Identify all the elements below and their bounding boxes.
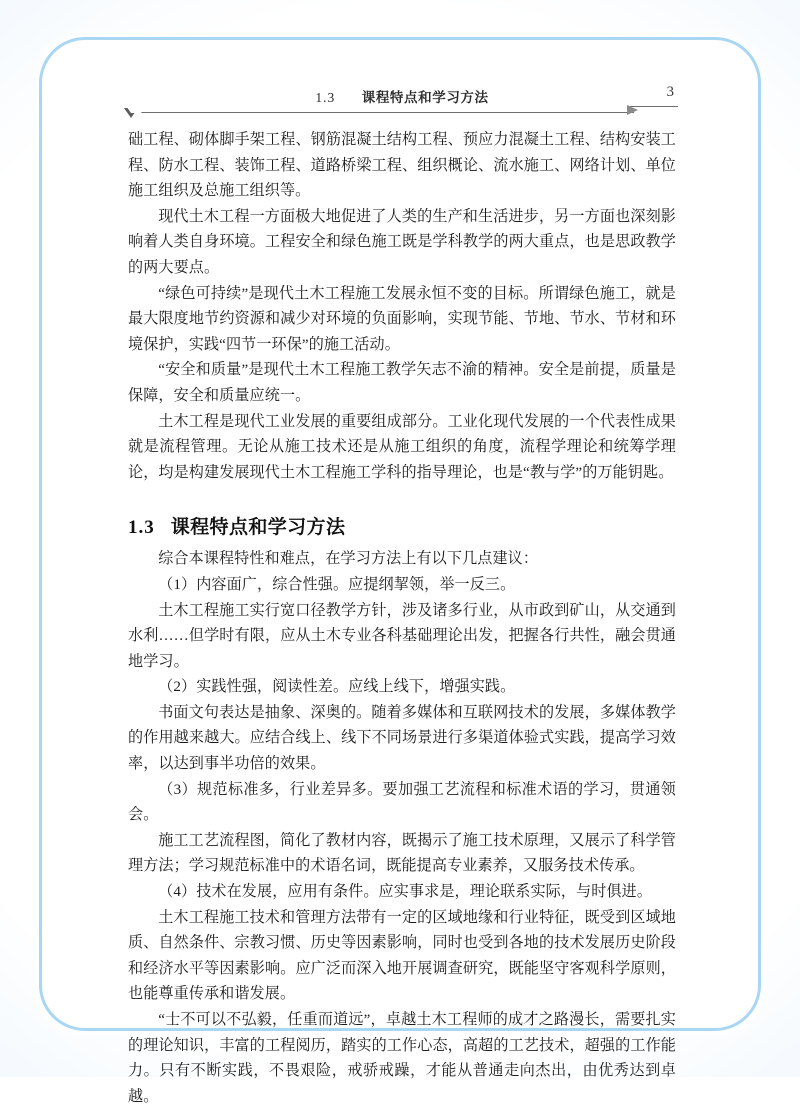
running-head-section-number: 1.3 [315, 90, 336, 105]
arrow-right-icon [627, 105, 638, 115]
running-head-section-title: 课程特点和学习方法 [361, 90, 489, 106]
paragraph: 础工程、砌体脚手架工程、钢筋混凝土结构工程、预应力混凝土工程、结构安装工程、防水工程、装饰工程、道路桥梁工程、组织概论、流水施工、网络计划、单位施工组织及总施工组织等。 [128, 132, 676, 200]
text-column [128, 128, 676, 1110]
chevron-down-icon [124, 108, 138, 118]
header-rule [134, 112, 634, 113]
paragraph: 现代土木工程一方面极大地促进了人类的生产和生活进步，另一方面也深刻影响着人类自身环境。工程安全和绿色施工既是学科教学的两大重点，也是思政教学的两大要点。 [128, 208, 676, 276]
paragraph: “安全和质量”是现代土木工程施工教学矢志不渝的精神。安全是前提，质量是保障，安全和质量应统一。 [128, 362, 676, 404]
paragraph: 书面文句表达是抽象、深奥的。随着多媒体和互联网技术的发展，多媒体教学的作用越来越大。应结合线上、线下不同场景进行多渠道体验式实践，提高学习效率，以达到事半功倍的效果。 [128, 704, 676, 773]
paragraph: 土木工程是现代工业发展的重要组成部分。工业化现代发展的一个代表性成果就是流程管理。无论从施工技术还是从施工组织的角度，流程学理论和统筹学理论，均是构建发展现代土木工程施工学科的指导理论，也是“教与学”的万能钥匙。 [128, 413, 676, 481]
paragraph: （3）规范标准多，行业差异多。要加强工艺流程和标准术语的学习，贯通领会。 [128, 781, 676, 824]
running-head [128, 86, 676, 120]
paragraph: （2）实践性强，阅读性差。应线上线下，增强实践。 [158, 679, 516, 696]
paragraph: （1）内容面广，综合性强。应提纲挈领，举一反三。 [158, 576, 516, 593]
paragraph: 土木工程施工技术和管理方法带有一定的区域地缘和行业特征，既受到区域地质、自然条件、宗教习惯、历史等因素影响，同时也受到各地的技术发展历史阶段和经济水平等因素影响。应广泛而深入地开展调查研究，既能坚守客观科学原则，也能尊重传承和谐发展。 [128, 909, 676, 1003]
paragraph: “绿色可持续”是现代土木工程施工发展永恒不变的目标。所谓绿色施工，就是最大限度地节约资源和减少对环境的负面影响，实现节能、节地、节水、节材和环境保护，实践“四节一环保”的施工活动。 [128, 285, 676, 353]
section-title: 课程特点和学习方法 [170, 516, 346, 539]
paragraph: 土木工程施工实行宽口径教学方针，涉及诸多行业，从市政到矿山，从交通到水利……但学时有限，应从土木专业各科基础理论出发，把握各行共性，融会贯通地学习。 [128, 602, 676, 670]
paragraph: 综合本课程特性和难点，在学习方法上有以下几点建议： [158, 551, 539, 568]
page-number: 3 [666, 84, 674, 100]
running-head-title [128, 86, 676, 106]
paragraph: 施工工艺流程图，简化了教材内容，既揭示了施工技术原理，又展示了科学管理方法；学习规范标准中的术语名词，既能提高专业素养，又服务技术传承。 [128, 832, 676, 875]
section-number: 1.3 [128, 517, 155, 539]
paragraph: （4）技术在发展，应用有条件。应实事求是，理论联系实际，与时俱进。 [158, 884, 653, 901]
section-heading [128, 512, 676, 539]
paragraph: “士不可以不弘毅，任重而道远”，卓越土木工程师的成才之路漫长，需要扎实的理论知识，丰富的工程阅历，踏实的工作心态，高超的工艺技术，超强的工作能力。只有不断实践，不畏艰险，戒骄戒躁，才能从普通走向杰出，由优秀达到卓越。 [128, 1012, 676, 1105]
